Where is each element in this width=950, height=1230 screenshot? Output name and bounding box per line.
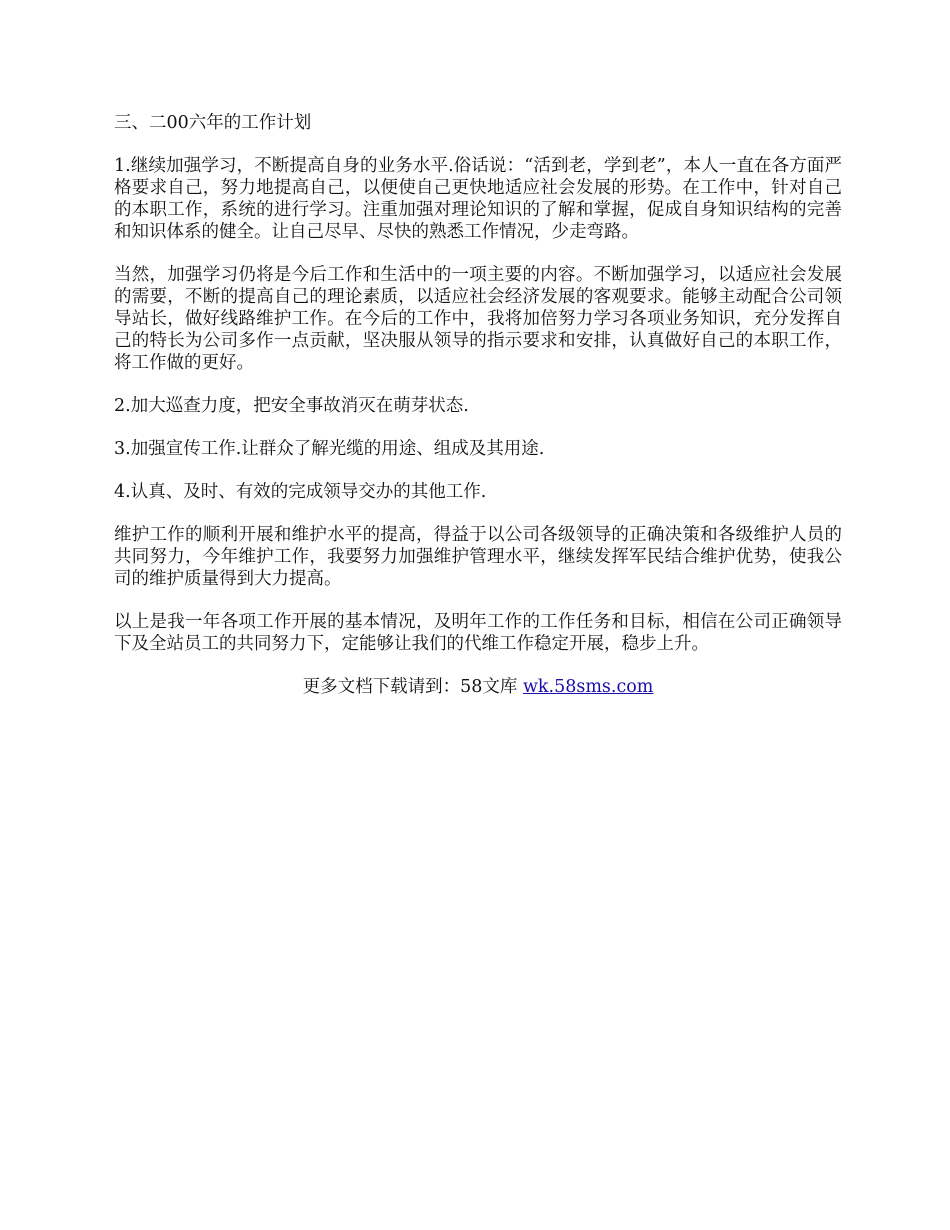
paragraph-item-5: 4.认真、及时、有效的完成领导交办的其他工作. — [114, 482, 487, 502]
paragraph-item-2: 当然，加强学习仍将是今后工作和生活中的一项主要的内容。不断加强学习，以适应社会发展的需要，不断的提高自己的理论素质，以适应社会经济发展的客观要求。能够主动配合公司领导站长，做好线路维护工作。在今后的工作中，我将加倍努力学习各项业务知识，充分发挥自己的特长为公司多作一点贡献，坚决服从领导的指示要求和安排，认真做好自己的本职工作，将工作做的更好。 — [114, 265, 842, 373]
footer-text: 更多文档下载请到：58文库 — [302, 677, 523, 697]
paragraph-item-7: 以上是我一年各项工作开展的基本情况，及明年工作的工作任务和目标，相信在公司正确领导下及全站员工的共同努力下，定能够让我们的代维工作稳定开展，稳步上升。 — [114, 612, 842, 654]
paragraph-item-6: 维护工作的顺利开展和维护水平的提高，得益于以公司各级领导的正确决策和各级维护人员的共同努力，今年维护工作，我要努力加强维护管理水平，继续发挥军民结合维护优势，使我公司的维护质量得到大力提高。 — [114, 525, 842, 589]
paragraph-item-3: 2.加大巡查力度，把安全事故消灭在萌芽状态. — [114, 396, 469, 416]
document-body — [114, 112, 842, 698]
section-heading: 三、二00六年的工作计划 — [114, 113, 312, 133]
download-link[interactable]: wk.58sms.com — [522, 677, 654, 697]
download-footer — [114, 676, 842, 698]
paragraph-item-1: 1.继续加强学习，不断提高自身的业务水平.俗话说：“活到老，学到老”，本人一直在各方面严格要求自己，努力地提高自己，以便使自己更快地适应社会发展的形势。在工作中，针对自己的本职工作，系统的进行学习。注重加强对理论知识的了解和掌握，促成自身知识结构的完善和知识体系的健全。让自己尽早、尽快的熟悉工作情况，少走弯路。 — [114, 156, 842, 242]
paragraph-item-4: 3.加强宣传工作.让群众了解光缆的用途、组成及其用途. — [114, 439, 545, 459]
